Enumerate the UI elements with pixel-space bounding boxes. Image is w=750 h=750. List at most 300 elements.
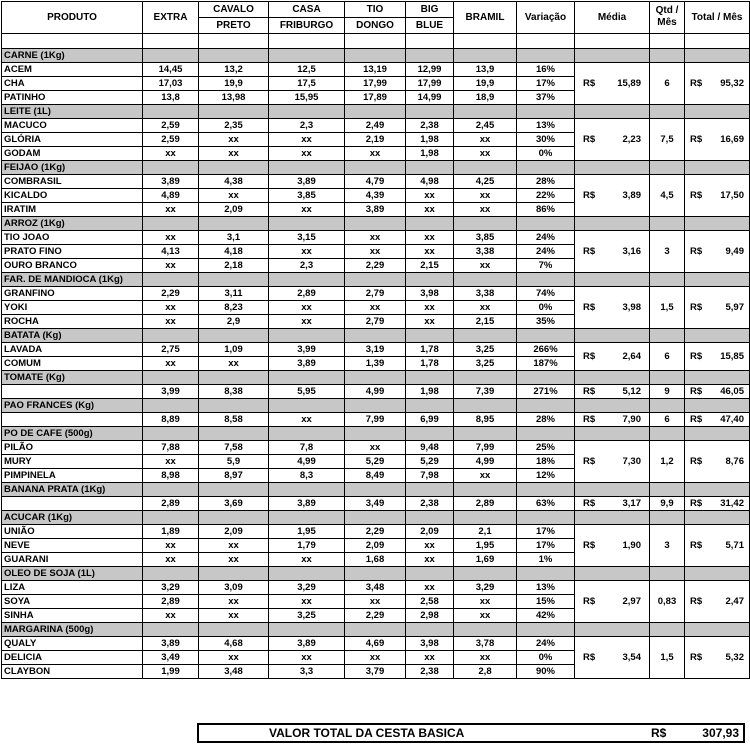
total-cell: R$ 8,76 [685, 441, 750, 483]
price-var: 24% [517, 245, 575, 259]
product-name: SINHA [2, 609, 143, 623]
price-cavalo: 8,97 [199, 469, 269, 483]
product-row [2, 413, 750, 427]
price-cavalo: xx [199, 651, 269, 665]
price-tio: 8,49 [345, 469, 406, 483]
category-name: CARNE (1Kg) [2, 49, 143, 63]
price-cavalo: 8,23 [199, 301, 269, 315]
price-var: 266% [517, 343, 575, 357]
header-qtd-mes: Qtd / Mês [650, 2, 685, 34]
price-big: 2,38 [406, 665, 454, 679]
price-tio: 2,29 [345, 609, 406, 623]
price-big: xx [406, 301, 454, 315]
price-extra: 4,13 [143, 245, 199, 259]
header-casa-friburgo: CASA FRIBURGO [269, 2, 345, 34]
product-name: IRATIM [2, 203, 143, 217]
header-total-mes: Total / Mês [685, 2, 750, 34]
total-cell: R$ 46,05 [685, 385, 750, 399]
header-bramil: BRAMIL [454, 2, 517, 34]
price-cavalo: 1,09 [199, 343, 269, 357]
price-var: 74% [517, 287, 575, 301]
price-extra: xx [143, 609, 199, 623]
price-var: 16% [517, 63, 575, 77]
product-name: LAVADA [2, 343, 143, 357]
price-var: 28% [517, 413, 575, 427]
price-extra: 13,8 [143, 91, 199, 105]
category-name: BATATA (Kg) [2, 329, 143, 343]
product-row [2, 175, 750, 189]
price-cavalo: 2,09 [199, 525, 269, 539]
price-tio: 2,79 [345, 287, 406, 301]
product-name: MURY [2, 455, 143, 469]
price-var: 0% [517, 651, 575, 665]
header-big-blue: BIG BLUE [406, 2, 454, 34]
category-row [2, 273, 750, 287]
product-name: DELICIA [2, 651, 143, 665]
price-cavalo: 13,98 [199, 91, 269, 105]
price-tio: 2,79 [345, 315, 406, 329]
price-tio: 1,68 [345, 553, 406, 567]
price-var: 25% [517, 441, 575, 455]
total-cell: R$ 5,32 [685, 637, 750, 679]
price-cavalo: 2,18 [199, 259, 269, 273]
price-tio: 4,79 [345, 175, 406, 189]
price-bramil: 18,9 [454, 91, 517, 105]
category-row [2, 49, 750, 63]
price-bramil: xx [454, 301, 517, 315]
price-extra: 1,99 [143, 665, 199, 679]
price-extra: 1,89 [143, 525, 199, 539]
total-cell: R$ 47,40 [685, 413, 750, 427]
price-big: 2,38 [406, 497, 454, 511]
product-row [2, 287, 750, 301]
price-extra: 8,89 [143, 413, 199, 427]
total-cell: R$ 5,97 [685, 287, 750, 329]
price-extra: 3,89 [143, 637, 199, 651]
price-var: 24% [517, 637, 575, 651]
price-var: 86% [517, 203, 575, 217]
price-casa: xx [269, 413, 345, 427]
price-big: 5,29 [406, 455, 454, 469]
price-var: 24% [517, 231, 575, 245]
price-var: 13% [517, 119, 575, 133]
price-tio: 2,19 [345, 133, 406, 147]
price-tio: 3,49 [345, 497, 406, 511]
category-row [2, 105, 750, 119]
price-extra: xx [143, 539, 199, 553]
price-extra: xx [143, 259, 199, 273]
price-tio: 2,09 [345, 539, 406, 553]
price-tio: 4,39 [345, 189, 406, 203]
price-extra: xx [143, 147, 199, 161]
media-cell: R$ 2,64 [575, 343, 650, 371]
price-casa: xx [269, 147, 345, 161]
category-name: TOMATE (Kg) [2, 371, 143, 385]
product-name: LIZA [2, 581, 143, 595]
price-casa: 2,3 [269, 259, 345, 273]
total-cell: R$ 15,85 [685, 343, 750, 371]
price-bramil: 2,15 [454, 315, 517, 329]
price-tio: 3,48 [345, 581, 406, 595]
header-row [2, 2, 750, 34]
product-name: QUALY [2, 637, 143, 651]
qtd-cell: 3 [650, 525, 685, 567]
qtd-cell: 3 [650, 231, 685, 273]
price-big: 3,98 [406, 287, 454, 301]
product-row [2, 343, 750, 357]
price-cavalo: xx [199, 189, 269, 203]
media-cell: R$ 3,89 [575, 175, 650, 217]
total-cell: R$ 31,42 [685, 497, 750, 511]
price-bramil: xx [454, 133, 517, 147]
price-bramil: 2,89 [454, 497, 517, 511]
header-tio-dongo: TIO DONGO [345, 2, 406, 34]
price-big: 4,98 [406, 175, 454, 189]
price-table [1, 1, 750, 679]
price-tio: 2,29 [345, 525, 406, 539]
price-var: 18% [517, 455, 575, 469]
qtd-cell: 0,83 [650, 581, 685, 623]
price-var: 22% [517, 189, 575, 203]
price-var: 0% [517, 301, 575, 315]
product-name: UNIÃO [2, 525, 143, 539]
product-name: KICALDO [2, 189, 143, 203]
product-name: CLAYBON [2, 665, 143, 679]
header-variacao: Variação [517, 2, 575, 34]
qtd-cell: 9 [650, 385, 685, 399]
category-row [2, 399, 750, 413]
price-tio: 17,99 [345, 77, 406, 91]
price-bramil: 3,85 [454, 231, 517, 245]
product-name [2, 385, 143, 399]
price-var: 17% [517, 77, 575, 91]
basket-total-value: 307,93 [702, 726, 739, 740]
total-cell: R$ 2,47 [685, 581, 750, 623]
price-big: xx [406, 189, 454, 203]
price-var: 0% [517, 147, 575, 161]
price-casa: 17,5 [269, 77, 345, 91]
price-bramil: 1,95 [454, 539, 517, 553]
price-cavalo: 4,18 [199, 245, 269, 259]
qtd-cell: 4,5 [650, 175, 685, 217]
blank-row [2, 34, 750, 49]
price-casa: 3,89 [269, 175, 345, 189]
price-tio: xx [345, 441, 406, 455]
product-name: MACUCO [2, 119, 143, 133]
price-casa: 3,99 [269, 343, 345, 357]
price-tio: xx [345, 651, 406, 665]
category-row [2, 623, 750, 637]
product-row [2, 441, 750, 455]
price-extra: 17,03 [143, 77, 199, 91]
price-big: 7,98 [406, 469, 454, 483]
product-name: COMUM [2, 357, 143, 371]
price-cavalo: 3,69 [199, 497, 269, 511]
product-name: ACEM [2, 63, 143, 77]
price-tio: 3,89 [345, 203, 406, 217]
price-cavalo: 8,58 [199, 413, 269, 427]
price-big: 1,98 [406, 133, 454, 147]
header-extra: EXTRA [143, 2, 199, 34]
price-tio: 4,99 [345, 385, 406, 399]
product-row [2, 525, 750, 539]
media-cell: R$ 15,89 [575, 63, 650, 105]
price-bramil: 4,25 [454, 175, 517, 189]
price-extra: xx [143, 455, 199, 469]
category-name: ACUCAR (1Kg) [2, 511, 143, 525]
price-tio: xx [345, 147, 406, 161]
price-tio: 1,39 [345, 357, 406, 371]
product-row [2, 231, 750, 245]
price-cavalo: xx [199, 357, 269, 371]
price-bramil: 3,25 [454, 357, 517, 371]
price-cavalo: 3,1 [199, 231, 269, 245]
total-cell: R$ 9,49 [685, 231, 750, 273]
price-casa: 3,3 [269, 665, 345, 679]
price-big: xx [406, 315, 454, 329]
category-row [2, 329, 750, 343]
price-casa: 4,99 [269, 455, 345, 469]
price-extra: xx [143, 357, 199, 371]
price-var: 42% [517, 609, 575, 623]
price-cavalo: 3,11 [199, 287, 269, 301]
price-big: 1,98 [406, 385, 454, 399]
media-cell: R$ 7,30 [575, 441, 650, 483]
price-casa: xx [269, 315, 345, 329]
product-row [2, 497, 750, 511]
price-bramil: xx [454, 469, 517, 483]
price-big: 1,78 [406, 343, 454, 357]
price-casa: 15,95 [269, 91, 345, 105]
category-row [2, 371, 750, 385]
price-cavalo: 3,48 [199, 665, 269, 679]
product-name [2, 413, 143, 427]
price-casa: xx [269, 133, 345, 147]
price-cavalo: xx [199, 553, 269, 567]
header-cavalo-preto: CAVALO PRETO [199, 2, 269, 34]
price-bramil: 3,25 [454, 343, 517, 357]
price-cavalo: 4,68 [199, 637, 269, 651]
price-cavalo: xx [199, 147, 269, 161]
price-big: xx [406, 539, 454, 553]
price-big: 1,78 [406, 357, 454, 371]
qtd-cell: 9,9 [650, 497, 685, 511]
product-row [2, 581, 750, 595]
price-big: 3,98 [406, 637, 454, 651]
price-var: 90% [517, 665, 575, 679]
price-big: xx [406, 553, 454, 567]
price-bramil: 2,1 [454, 525, 517, 539]
product-name: GODAM [2, 147, 143, 161]
price-casa: 2,3 [269, 119, 345, 133]
price-cavalo: xx [199, 595, 269, 609]
category-row [2, 567, 750, 581]
price-extra: 4,89 [143, 189, 199, 203]
price-tio: 2,29 [345, 259, 406, 273]
price-bramil: xx [454, 609, 517, 623]
price-big: xx [406, 231, 454, 245]
category-name: ARROZ (1Kg) [2, 217, 143, 231]
price-var: 17% [517, 539, 575, 553]
price-big: 9,48 [406, 441, 454, 455]
price-big: 14,99 [406, 91, 454, 105]
price-extra: 2,59 [143, 119, 199, 133]
price-extra: xx [143, 203, 199, 217]
category-name: BANANA PRATA (1Kg) [2, 483, 143, 497]
price-cavalo: 8,38 [199, 385, 269, 399]
price-cavalo: xx [199, 609, 269, 623]
media-cell: R$ 3,98 [575, 287, 650, 329]
price-cavalo: xx [199, 539, 269, 553]
price-casa: 7,8 [269, 441, 345, 455]
price-extra: xx [143, 315, 199, 329]
price-casa: 5,95 [269, 385, 345, 399]
product-name: PILÃO [2, 441, 143, 455]
category-name: FAR. DE MANDIOCA (1Kg) [2, 273, 143, 287]
price-casa: xx [269, 595, 345, 609]
price-big: 2,58 [406, 595, 454, 609]
basket-total [197, 723, 745, 743]
qtd-cell: 6 [650, 63, 685, 105]
qtd-cell: 6 [650, 413, 685, 427]
price-tio: 7,99 [345, 413, 406, 427]
product-row [2, 385, 750, 399]
price-tio: xx [345, 301, 406, 315]
price-tio: 3,19 [345, 343, 406, 357]
media-cell: R$ 5,12 [575, 385, 650, 399]
price-cavalo: 2,09 [199, 203, 269, 217]
price-extra: xx [143, 231, 199, 245]
price-var: 13% [517, 581, 575, 595]
price-extra: 2,89 [143, 595, 199, 609]
price-big: 2,09 [406, 525, 454, 539]
product-name: GRANFINO [2, 287, 143, 301]
product-name: GLÓRIA [2, 133, 143, 147]
price-casa: 1,79 [269, 539, 345, 553]
price-bramil: 19,9 [454, 77, 517, 91]
total-cell: R$ 17,50 [685, 175, 750, 217]
price-tio: 2,49 [345, 119, 406, 133]
price-big: 6,99 [406, 413, 454, 427]
price-var: 271% [517, 385, 575, 399]
price-var: 17% [517, 525, 575, 539]
media-cell: R$ 2,97 [575, 581, 650, 623]
price-tio: xx [345, 595, 406, 609]
price-big: 2,98 [406, 609, 454, 623]
price-cavalo: 7,58 [199, 441, 269, 455]
price-extra: 2,89 [143, 497, 199, 511]
category-row [2, 483, 750, 497]
price-var: 37% [517, 91, 575, 105]
price-extra: 3,89 [143, 175, 199, 189]
product-name [2, 497, 143, 511]
price-bramil: 3,78 [454, 637, 517, 651]
price-casa: 8,3 [269, 469, 345, 483]
price-extra: 3,99 [143, 385, 199, 399]
price-extra: xx [143, 553, 199, 567]
price-casa: 3,89 [269, 497, 345, 511]
media-cell: R$ 1,90 [575, 525, 650, 567]
price-cavalo: 2,35 [199, 119, 269, 133]
product-row [2, 63, 750, 77]
price-var: 15% [517, 595, 575, 609]
qtd-cell: 1,5 [650, 287, 685, 329]
price-big: 17,99 [406, 77, 454, 91]
product-name: OURO BRANCO [2, 259, 143, 273]
price-casa: 3,85 [269, 189, 345, 203]
qtd-cell: 1,2 [650, 441, 685, 483]
price-casa: 3,89 [269, 357, 345, 371]
price-cavalo: 13,2 [199, 63, 269, 77]
price-bramil: xx [454, 259, 517, 273]
price-casa: 2,89 [269, 287, 345, 301]
price-big: 1,98 [406, 147, 454, 161]
price-big: xx [406, 245, 454, 259]
price-bramil: 3,29 [454, 581, 517, 595]
price-bramil: 2,45 [454, 119, 517, 133]
price-casa: 12,5 [269, 63, 345, 77]
price-casa: 3,29 [269, 581, 345, 595]
price-tio: 13,19 [345, 63, 406, 77]
category-name: PAO FRANCES (Kg) [2, 399, 143, 413]
category-row [2, 217, 750, 231]
total-cell: R$ 5,71 [685, 525, 750, 567]
price-extra: 2,29 [143, 287, 199, 301]
price-bramil: xx [454, 189, 517, 203]
price-var: 7% [517, 259, 575, 273]
price-casa: xx [269, 301, 345, 315]
price-big: xx [406, 651, 454, 665]
category-name: LEITE (1L) [2, 105, 143, 119]
price-tio: 17,89 [345, 91, 406, 105]
basket-total-currency: R$ [651, 726, 667, 740]
price-casa: 1,95 [269, 525, 345, 539]
price-bramil: 7,39 [454, 385, 517, 399]
price-extra: 7,88 [143, 441, 199, 455]
price-tio: 4,69 [345, 637, 406, 651]
price-extra: 2,59 [143, 133, 199, 147]
price-var: 12% [517, 469, 575, 483]
price-tio: xx [345, 245, 406, 259]
media-cell: R$ 3,54 [575, 637, 650, 679]
price-extra: 8,98 [143, 469, 199, 483]
price-bramil: 8,95 [454, 413, 517, 427]
price-tio: 3,79 [345, 665, 406, 679]
category-row [2, 161, 750, 175]
category-name: OLEO DE SOJA (1L) [2, 567, 143, 581]
price-cavalo: xx [199, 133, 269, 147]
media-cell: R$ 2,23 [575, 119, 650, 161]
price-extra: xx [143, 301, 199, 315]
price-casa: 3,25 [269, 609, 345, 623]
price-cavalo: 2,9 [199, 315, 269, 329]
price-bramil: xx [454, 147, 517, 161]
price-bramil: 3,38 [454, 245, 517, 259]
product-row [2, 119, 750, 133]
price-casa: xx [269, 651, 345, 665]
qtd-cell: 1,5 [650, 637, 685, 679]
price-casa: xx [269, 553, 345, 567]
product-name: PATINHO [2, 91, 143, 105]
price-var: 28% [517, 175, 575, 189]
price-bramil: xx [454, 651, 517, 665]
qtd-cell: 6 [650, 343, 685, 371]
product-name: SOYA [2, 595, 143, 609]
price-var: 187% [517, 357, 575, 371]
price-cavalo: 19,9 [199, 77, 269, 91]
price-bramil: 2,8 [454, 665, 517, 679]
price-extra: 3,29 [143, 581, 199, 595]
